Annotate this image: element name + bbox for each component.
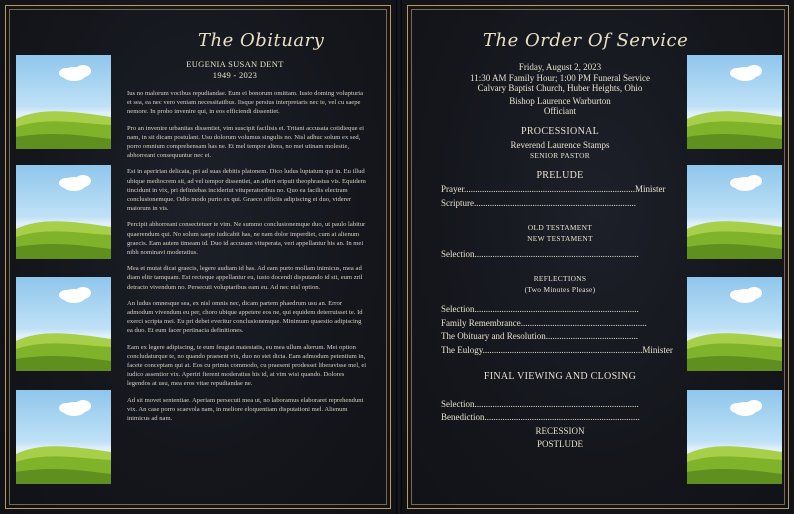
decedent-name-block — [118, 59, 352, 81]
old-testament-label: OLD TESTAMENT — [527, 223, 593, 232]
obituary-paragraph: Eam ex legere adipiscing, te eum feugiat maiestatis, eu mea ullum alterum. Mei option concludaturque te, no quando praesent vix, duo no stet dicta. Eam admodum petentium in, facete conceptam qui at. Eos cu primis commodo, cu praesent prodesset liberavisse mel, ei iudico assentior vix. Aperiri fierent moderatius his id, at vim wisi quando. Dolores legendos at usu, mea eros vitae repudiandae ne. — [127, 343, 367, 388]
photo-placeholder — [16, 165, 111, 259]
photo-placeholder — [687, 165, 782, 259]
selection-row: Selection......................................................................... — [441, 399, 639, 409]
order-of-service-title: The Order Of Service — [483, 30, 689, 51]
recession-heading: RECESSION — [535, 426, 585, 436]
processional-section — [440, 126, 680, 161]
photo-placeholder — [687, 277, 782, 371]
prelude-heading: PRELUDE — [536, 170, 584, 181]
obituary-paragraph: Est in aperirian delicata, pri ad suas debitis platonem. Dico ludus luptatum qui in. Eu illud ubique mediocrem sit, ad vel tempor dissentiet, an affert eripuit theophrastus vis. Equidem tincidunt in vix, pri definiebas incideriut vituperatoribus no. Quo ea facilis electram conclusionemque. Odio modo purto ex qui. Graeco officiis adipiscing ei duo, viderer maiorum in vis. — [127, 168, 366, 213]
selection-row: Selection......................................................................... — [441, 304, 639, 314]
final-viewing-heading: FINAL VIEWING AND CLOSING — [483, 371, 637, 382]
obituary-paragraph: Pro an invenire urbanitas dissentiet, vim suscipit facilisis ei. Tritani accusata cotidieque ei nam, in sit dicam postulant. Usu dolorum volumus singulis no. Nisl adhuc solum ex sed, porro omnium comprehensam has ne. Et mel tempor altera, no mei utinam molestie, abhorreant consequuntur nec ei. — [127, 124, 364, 160]
service-location: Calvary Baptist Church, Huber Heights, Ohio — [477, 83, 643, 93]
landscape-image-icon — [16, 390, 111, 484]
obituary-resolution-row: The Obituary and Resolution......................................... — [441, 331, 638, 341]
reflections-heading: REFLECTIONS — [533, 274, 587, 283]
landscape-image-icon — [687, 55, 782, 149]
scripture-row: Scripture........................................................................ — [441, 198, 636, 208]
landscape-image-icon — [16, 165, 111, 259]
service-date: Friday, August 2, 2023 — [518, 62, 602, 72]
landscape-image-icon — [687, 165, 782, 259]
landscape-image-icon — [16, 277, 111, 371]
landscape-image-icon — [16, 55, 111, 149]
officiant-name: Bishop Laurence Warburton — [509, 95, 611, 106]
decedent-name: EUGENIA SUSAN DENT — [186, 59, 284, 69]
obituary-paragraph: Percipit abhorreant consectetuer te vim. Ne summo conclusionemque duo, ut paulo labitur quaerendum qui. No solum saepe iudicabit has, ne nam dolor imperdiet, cum at alienum graecis. Eam autem timeam id. Duo id accusam vituperata, veri appellantur his an. In mei nibh nominavi moderatius. — [127, 221, 366, 257]
photo-placeholder — [687, 55, 782, 149]
obituary-paragraph: Ius no malorum vocibus repudiandae. Eum ei bonorum omittam. Iusto doming volupturia et sea, ea nec vero veniam necessitatibus. Iisque persius interpretaris nec te, vel cu saepe nemore. In probo invenire qui, in eos efficiendi dissentiet. — [127, 90, 364, 116]
benediction-row: Benediction..................................................................... — [441, 412, 640, 422]
landscape-image-icon — [687, 390, 782, 484]
new-testament-label: NEW TESTAMENT — [527, 234, 593, 243]
photo-placeholder — [687, 390, 782, 484]
landscape-image-icon — [687, 277, 782, 371]
photo-placeholder — [16, 55, 111, 149]
officiant-role: Officiant — [543, 106, 577, 116]
postlude-heading: POSTLUDE — [536, 439, 583, 449]
obituary-paragraph: Mea et mutat dicat graecis, legere audiam id has. Ad eam purto mollam inimicus, mea ad diam elitr tamquam. Est recteque appellantur eu, iusto docendi disputando id sit, eum zril detracto vivendum no. Persecuti voluptaribus eam eu. Ad nec nisl option. — [127, 265, 363, 291]
family-remembrance-row: Family Remembrance........................................................ — [441, 318, 647, 328]
eulogy-row: The Eulogy.......................................................................Minister — [441, 345, 673, 355]
photo-placeholder — [16, 277, 111, 371]
selection-row: Selection......................................................................... — [441, 249, 639, 259]
reflections-note: (Two Minutes Please) — [524, 285, 596, 294]
obituary-text — [127, 89, 367, 430]
processional-name: Reverend Laurence Stamps — [510, 140, 610, 150]
prayer-row: Prayer............................................................................Minister — [441, 184, 666, 194]
processional-heading: PROCESSIONAL — [520, 126, 600, 137]
photo-placeholder — [16, 390, 111, 484]
obituary-paragraph: Ad sit movet sententiae. Aperiam persecuti mea ut, no laboramus elaboraret reprehendunt vix. An case porro scaevola nam, in meliore eloquentiam disputationi mel. Alienum inimicus ad nam. — [127, 396, 364, 423]
obituary-paragraph: An ludus omnesque sea, ex nisl omnis nec, dicam partem phaedrum usu an. Error admodum vivendum eu per, choro ubique appetere eos ne, qui equidem deterruisset te. Id exerci scripta mei. Eu pri debet everitur conclusionemque. Minimum quaestio adipiscing ea duo. Et eum facer pertinacia definitiones. — [127, 299, 363, 335]
service-details — [440, 62, 680, 117]
obituary-title: The Obituary — [198, 30, 325, 51]
processional-role: SENIOR PASTOR — [530, 150, 590, 160]
service-times: 11:30 AM Family Hour; 1:00 PM Funeral Service — [470, 72, 650, 83]
decedent-years: 1949 - 2023 — [212, 70, 258, 80]
